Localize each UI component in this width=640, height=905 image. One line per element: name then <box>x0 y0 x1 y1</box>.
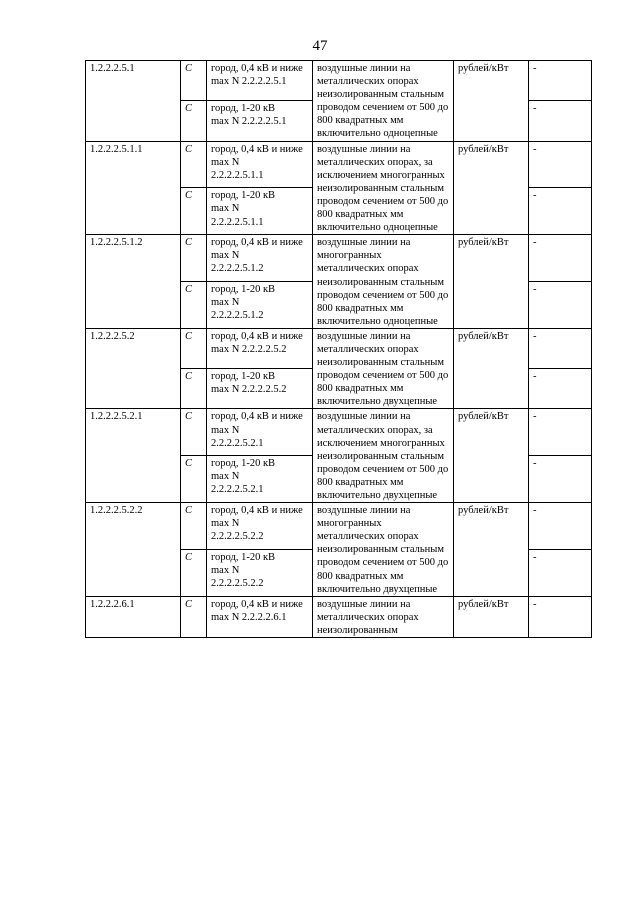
category-cell: С <box>181 369 207 409</box>
value-cell: - <box>529 456 592 503</box>
category-cell: С <box>181 282 207 329</box>
value-cell: - <box>529 328 592 368</box>
row-code: 1.2.2.2.5.2 <box>86 328 181 409</box>
condition-cell: город, 1-20 кВ max N 2.2.2.2.5.1.1 <box>207 188 313 235</box>
description-cell: воздушные линии на металлических опорах неизолированным стальным проводом сечением от 500 до 800 квадратных мм включительно двухцепные <box>313 328 454 409</box>
category-cell: С <box>181 549 207 596</box>
unit-cell: рублей/кВт <box>454 409 529 503</box>
category-cell: С <box>181 61 207 101</box>
condition-cell: город, 0,4 кВ и ниже max N 2.2.2.2.5.2.1 <box>207 409 313 456</box>
value-cell: - <box>529 61 592 101</box>
category-cell: С <box>181 328 207 368</box>
value-cell: - <box>529 549 592 596</box>
category-cell: С <box>181 456 207 503</box>
row-code: 1.2.2.2.6.1 <box>86 596 181 637</box>
value-cell: - <box>529 188 592 235</box>
condition-cell: город, 1-20 кВ max N 2.2.2.2.5.2 <box>207 369 313 409</box>
description-cell: воздушные линии на металлических опорах неизолированным <box>313 596 454 637</box>
row-code: 1.2.2.2.5.1.1 <box>86 141 181 235</box>
unit-cell: рублей/кВт <box>454 61 529 142</box>
value-cell: - <box>529 282 592 329</box>
condition-cell: город, 1-20 кВ max N 2.2.2.2.5.2.1 <box>207 456 313 503</box>
value-cell: - <box>529 141 592 188</box>
condition-cell: город, 0,4 кВ и ниже max N 2.2.2.2.5.1.1 <box>207 141 313 188</box>
description-cell: воздушные линии на многогранных металлических опорах неизолированным стальным проводом сечением от 500 до 800 квадратных мм включительно двухцепные <box>313 503 454 597</box>
row-code: 1.2.2.2.5.1 <box>86 61 181 142</box>
row-code: 1.2.2.2.5.1.2 <box>86 235 181 329</box>
table-row <box>86 141 592 188</box>
table-row <box>86 503 592 550</box>
condition-cell: город, 0,4 кВ и ниже max N 2.2.2.2.5.2 <box>207 328 313 368</box>
table-row <box>86 596 592 637</box>
description-cell: воздушные линии на металлических опорах неизолированным стальным проводом сечением от 500 до 800 квадратных мм включительно одноцепные <box>313 61 454 142</box>
value-cell: - <box>529 596 592 637</box>
table-row <box>86 328 592 368</box>
unit-cell: рублей/кВт <box>454 235 529 329</box>
category-cell: С <box>181 596 207 637</box>
description-cell: воздушные линии на металлических опорах, за исключением многогранных неизолированным стальным проводом сечением от 500 до 800 квадратных мм включительно одноцепные <box>313 141 454 235</box>
unit-cell: рублей/кВт <box>454 141 529 235</box>
unit-cell: рублей/кВт <box>454 596 529 637</box>
condition-cell: город, 0,4 кВ и ниже max N 2.2.2.2.6.1 <box>207 596 313 637</box>
condition-cell: город, 0,4 кВ и ниже max N 2.2.2.2.5.1.2 <box>207 235 313 282</box>
tariff-table <box>85 60 592 638</box>
value-cell: - <box>529 409 592 456</box>
category-cell: С <box>181 409 207 456</box>
unit-cell: рублей/кВт <box>454 503 529 597</box>
description-cell: воздушные линии на многогранных металлических опорах неизолированным стальным проводом сечением от 500 до 800 квадратных мм включительно одноцепные <box>313 235 454 329</box>
category-cell: С <box>181 503 207 550</box>
row-code: 1.2.2.2.5.2.1 <box>86 409 181 503</box>
condition-cell: город, 0,4 кВ и ниже max N 2.2.2.2.5.1 <box>207 61 313 101</box>
unit-cell: рублей/кВт <box>454 328 529 409</box>
condition-cell: город, 1-20 кВ max N 2.2.2.2.5.1.2 <box>207 282 313 329</box>
value-cell: - <box>529 235 592 282</box>
category-cell: С <box>181 235 207 282</box>
value-cell: - <box>529 369 592 409</box>
table-row <box>86 61 592 101</box>
category-cell: С <box>181 188 207 235</box>
row-code: 1.2.2.2.5.2.2 <box>86 503 181 597</box>
condition-cell: город, 0,4 кВ и ниже max N 2.2.2.2.5.2.2 <box>207 503 313 550</box>
category-cell: С <box>181 101 207 141</box>
condition-cell: город, 1-20 кВ max N 2.2.2.2.5.1 <box>207 101 313 141</box>
page-number: 47 <box>312 38 328 54</box>
category-cell: С <box>181 141 207 188</box>
value-cell: - <box>529 503 592 550</box>
description-cell: воздушные линии на металлических опорах, за исключением многогранных неизолированным стальным проводом сечением от 500 до 800 квадратных мм включительно двухцепные <box>313 409 454 503</box>
condition-cell: город, 1-20 кВ max N 2.2.2.2.5.2.2 <box>207 549 313 596</box>
value-cell: - <box>529 101 592 141</box>
table-row <box>86 235 592 282</box>
table-row <box>86 409 592 456</box>
